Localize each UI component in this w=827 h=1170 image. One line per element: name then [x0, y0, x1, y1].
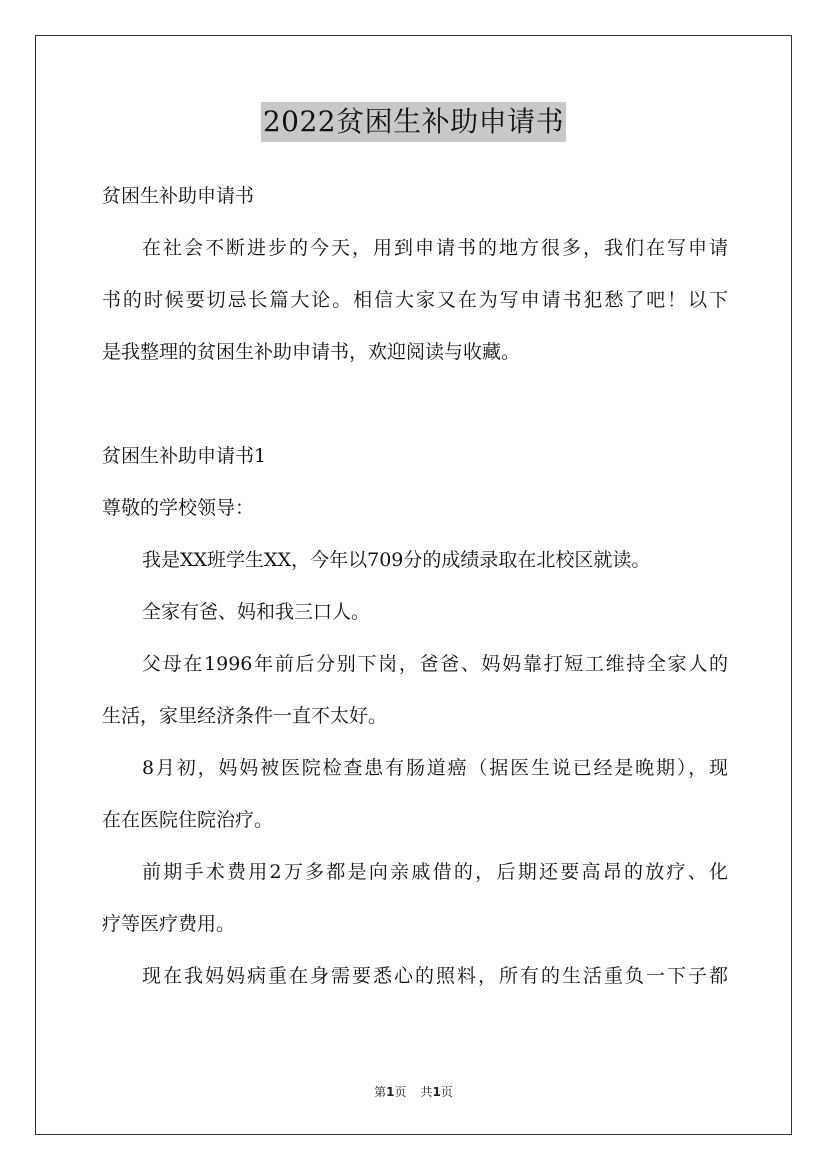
footer-page-total: 1	[432, 1085, 441, 1099]
body-line-9: 现在我妈妈病重在身需要悉心的照料，所有的生活重负一下子都	[142, 965, 728, 987]
footer-total-prefix: 共	[420, 1085, 433, 1099]
intro-line-2: 书的时候要切忌长篇大论。相信大家又在为写申请书犯愁了吧！以下	[102, 289, 728, 311]
document-title: 2022贫困生补助申请书	[261, 102, 566, 142]
footer-page-suffix: 页	[394, 1085, 407, 1099]
subtitle-line: 贫困生补助申请书	[102, 185, 255, 207]
footer-page-prefix: 第	[374, 1085, 387, 1099]
section-heading: 贫困生补助申请书1	[102, 445, 267, 467]
body-line-1: 我是XX班学生XX，今年以709分的成绩录取在北校区就读。	[142, 549, 651, 571]
body-line-3: 父母在1996年前后分别下岗，爸爸、妈妈靠打短工维持全家人的	[142, 653, 728, 675]
body-line-8: 疗等医疗费用。	[102, 913, 236, 935]
body-line-6: 在在医院住院治疗。	[102, 809, 274, 831]
body-line-7: 前期手术费用2万多都是向亲戚借的，后期还要高昂的放疗、化	[142, 861, 728, 883]
footer-page-current: 1	[386, 1085, 395, 1099]
intro-line-1: 在社会不断进步的今天，用到申请书的地方很多，我们在写申请	[142, 237, 728, 259]
body-line-2: 全家有爸、妈和我三口人。	[142, 601, 371, 623]
salutation-line: 尊敬的学校领导：	[102, 497, 255, 519]
document-body	[102, 170, 728, 1002]
footer-total-suffix: 页	[440, 1085, 453, 1099]
title-area	[0, 102, 827, 142]
paragraph-gap	[102, 378, 728, 430]
intro-line-3: 是我整理的贫困生补助申请书，欢迎阅读与收藏。	[102, 341, 521, 363]
body-line-4: 生活，家里经济条件一直不太好。	[102, 705, 388, 727]
page-footer	[0, 1083, 827, 1100]
body-line-5: 8月初，妈妈被医院检查患有肠道癌（据医生说已经是晚期），现	[142, 757, 728, 779]
